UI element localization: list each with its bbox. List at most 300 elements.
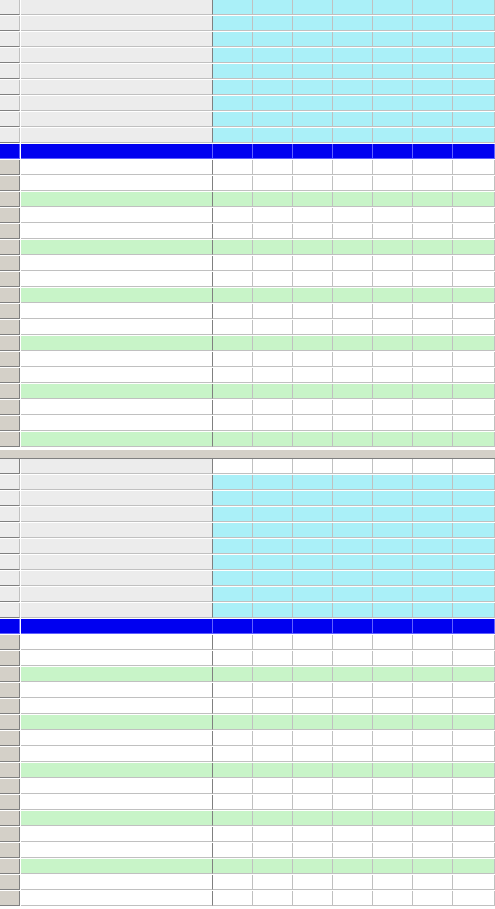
stop-name[interactable] bbox=[21, 368, 213, 383]
time-cell[interactable] bbox=[373, 288, 413, 303]
time-cell[interactable] bbox=[453, 715, 495, 730]
time-cell[interactable] bbox=[293, 475, 333, 490]
time-cell[interactable] bbox=[253, 400, 293, 415]
time-cell[interactable] bbox=[453, 32, 495, 47]
time-cell[interactable] bbox=[373, 587, 413, 602]
time-cell[interactable] bbox=[453, 336, 495, 351]
time-cell[interactable] bbox=[453, 320, 495, 335]
time-cell[interactable] bbox=[333, 288, 373, 303]
time-cell[interactable] bbox=[253, 128, 293, 143]
time-cell[interactable] bbox=[213, 16, 253, 31]
time-cell[interactable] bbox=[293, 715, 333, 730]
time-cell[interactable] bbox=[333, 432, 373, 447]
time-cell[interactable] bbox=[293, 400, 333, 415]
time-cell[interactable] bbox=[253, 779, 293, 794]
time-cell[interactable] bbox=[253, 240, 293, 255]
time-cell[interactable] bbox=[213, 160, 253, 175]
time-cell[interactable] bbox=[413, 715, 453, 730]
time-cell[interactable] bbox=[333, 64, 373, 79]
time-cell[interactable] bbox=[253, 747, 293, 762]
time-cell[interactable] bbox=[373, 475, 413, 490]
time-cell[interactable] bbox=[453, 0, 495, 15]
time-cell[interactable] bbox=[253, 384, 293, 399]
time-cell[interactable] bbox=[253, 667, 293, 682]
time-cell[interactable] bbox=[413, 96, 453, 111]
time-cell[interactable] bbox=[453, 432, 495, 447]
time-cell[interactable] bbox=[453, 491, 495, 506]
time-cell[interactable] bbox=[373, 571, 413, 586]
time-cell[interactable] bbox=[213, 635, 253, 650]
time-cell[interactable] bbox=[373, 336, 413, 351]
time-cell[interactable] bbox=[333, 779, 373, 794]
time-cell[interactable] bbox=[293, 128, 333, 143]
time-cell[interactable] bbox=[453, 48, 495, 63]
time-cell[interactable] bbox=[333, 795, 373, 810]
time-cell[interactable] bbox=[413, 384, 453, 399]
time-cell[interactable] bbox=[293, 48, 333, 63]
time-cell[interactable] bbox=[453, 747, 495, 762]
time-cell[interactable] bbox=[293, 747, 333, 762]
time-cell[interactable] bbox=[293, 96, 333, 111]
time-cell[interactable] bbox=[253, 635, 293, 650]
time-cell[interactable] bbox=[373, 96, 413, 111]
time-cell[interactable] bbox=[333, 827, 373, 842]
time-cell[interactable] bbox=[293, 523, 333, 538]
time-cell[interactable] bbox=[413, 240, 453, 255]
time-cell[interactable] bbox=[413, 491, 453, 506]
time-cell[interactable] bbox=[213, 523, 253, 538]
time-cell[interactable] bbox=[213, 875, 253, 890]
time-cell[interactable] bbox=[453, 384, 495, 399]
time-cell[interactable] bbox=[213, 208, 253, 223]
stop-name[interactable] bbox=[21, 683, 213, 698]
time-cell[interactable] bbox=[373, 368, 413, 383]
time-cell[interactable] bbox=[453, 64, 495, 79]
time-cell[interactable] bbox=[453, 859, 495, 874]
time-cell[interactable] bbox=[333, 272, 373, 287]
time-cell[interactable] bbox=[373, 192, 413, 207]
time-cell[interactable] bbox=[373, 352, 413, 367]
time-cell[interactable] bbox=[413, 571, 453, 586]
stop-name[interactable] bbox=[21, 715, 213, 730]
time-cell[interactable] bbox=[413, 603, 453, 618]
time-cell[interactable] bbox=[213, 48, 253, 63]
time-cell[interactable] bbox=[373, 160, 413, 175]
time-cell[interactable] bbox=[253, 795, 293, 810]
time-cell[interactable] bbox=[333, 491, 373, 506]
time-cell[interactable] bbox=[373, 507, 413, 522]
time-cell[interactable] bbox=[213, 779, 253, 794]
time-cell[interactable] bbox=[253, 80, 293, 95]
time-cell[interactable] bbox=[413, 112, 453, 127]
time-cell[interactable] bbox=[373, 400, 413, 415]
time-cell[interactable] bbox=[333, 240, 373, 255]
stop-name[interactable] bbox=[21, 843, 213, 858]
time-cell[interactable] bbox=[373, 795, 413, 810]
time-cell[interactable] bbox=[293, 811, 333, 826]
time-cell[interactable] bbox=[253, 336, 293, 351]
time-cell[interactable] bbox=[213, 827, 253, 842]
time-cell[interactable] bbox=[293, 64, 333, 79]
time-cell[interactable] bbox=[293, 368, 333, 383]
time-cell[interactable] bbox=[373, 16, 413, 31]
time-cell[interactable] bbox=[453, 635, 495, 650]
time-cell[interactable] bbox=[413, 16, 453, 31]
time-cell[interactable] bbox=[333, 32, 373, 47]
stop-name[interactable] bbox=[21, 224, 213, 239]
time-cell[interactable] bbox=[373, 539, 413, 554]
stop-name[interactable] bbox=[21, 859, 213, 874]
time-cell[interactable] bbox=[413, 875, 453, 890]
time-cell[interactable] bbox=[333, 128, 373, 143]
time-cell[interactable] bbox=[413, 651, 453, 666]
time-cell[interactable] bbox=[373, 555, 413, 570]
time-cell[interactable] bbox=[213, 667, 253, 682]
time-cell[interactable] bbox=[293, 160, 333, 175]
time-cell[interactable] bbox=[253, 112, 293, 127]
time-cell[interactable] bbox=[253, 763, 293, 778]
time-cell[interactable] bbox=[213, 96, 253, 111]
stop-name[interactable] bbox=[21, 400, 213, 415]
time-cell[interactable] bbox=[253, 160, 293, 175]
time-cell[interactable] bbox=[413, 891, 453, 906]
time-cell[interactable] bbox=[213, 715, 253, 730]
time-cell[interactable] bbox=[333, 699, 373, 714]
time-cell[interactable] bbox=[413, 256, 453, 271]
time-cell[interactable] bbox=[373, 747, 413, 762]
time-cell[interactable] bbox=[253, 555, 293, 570]
time-cell[interactable] bbox=[373, 304, 413, 319]
time-cell[interactable] bbox=[453, 827, 495, 842]
stop-name[interactable] bbox=[21, 779, 213, 794]
time-cell[interactable] bbox=[213, 859, 253, 874]
time-cell[interactable] bbox=[293, 795, 333, 810]
stop-name[interactable] bbox=[21, 416, 213, 431]
time-cell[interactable] bbox=[373, 176, 413, 191]
time-cell[interactable] bbox=[333, 875, 373, 890]
time-cell[interactable] bbox=[373, 859, 413, 874]
time-cell[interactable] bbox=[333, 891, 373, 906]
stop-name[interactable] bbox=[21, 811, 213, 826]
time-cell[interactable] bbox=[293, 603, 333, 618]
time-cell[interactable] bbox=[293, 539, 333, 554]
time-cell[interactable] bbox=[453, 763, 495, 778]
time-cell[interactable] bbox=[413, 416, 453, 431]
time-cell[interactable] bbox=[213, 603, 253, 618]
time-cell[interactable] bbox=[213, 507, 253, 522]
time-cell[interactable] bbox=[253, 843, 293, 858]
time-cell[interactable] bbox=[253, 891, 293, 906]
stop-name[interactable] bbox=[21, 192, 213, 207]
time-cell[interactable] bbox=[333, 96, 373, 111]
time-cell[interactable] bbox=[293, 16, 333, 31]
time-cell[interactable] bbox=[293, 843, 333, 858]
time-cell[interactable] bbox=[453, 619, 495, 634]
time-cell[interactable] bbox=[333, 368, 373, 383]
time-cell[interactable] bbox=[213, 843, 253, 858]
time-cell[interactable] bbox=[333, 683, 373, 698]
stop-name[interactable] bbox=[21, 432, 213, 447]
stop-name[interactable] bbox=[21, 747, 213, 762]
time-cell[interactable] bbox=[453, 208, 495, 223]
time-cell[interactable] bbox=[413, 843, 453, 858]
time-cell[interactable] bbox=[213, 651, 253, 666]
time-cell[interactable] bbox=[213, 176, 253, 191]
stop-name[interactable] bbox=[21, 384, 213, 399]
time-cell[interactable] bbox=[213, 336, 253, 351]
time-cell[interactable] bbox=[253, 491, 293, 506]
time-cell[interactable] bbox=[453, 256, 495, 271]
stop-name[interactable] bbox=[21, 272, 213, 287]
time-cell[interactable] bbox=[293, 0, 333, 15]
time-cell[interactable] bbox=[413, 192, 453, 207]
time-cell[interactable] bbox=[293, 336, 333, 351]
stop-name[interactable] bbox=[21, 763, 213, 778]
stop-name[interactable] bbox=[21, 827, 213, 842]
time-cell[interactable] bbox=[213, 80, 253, 95]
time-cell[interactable] bbox=[453, 368, 495, 383]
time-cell[interactable] bbox=[413, 208, 453, 223]
time-cell[interactable] bbox=[293, 416, 333, 431]
time-cell[interactable] bbox=[293, 80, 333, 95]
time-cell[interactable] bbox=[333, 507, 373, 522]
time-cell[interactable] bbox=[293, 192, 333, 207]
stop-name[interactable] bbox=[21, 651, 213, 666]
stop-name[interactable] bbox=[21, 731, 213, 746]
time-cell[interactable] bbox=[453, 571, 495, 586]
stop-name[interactable] bbox=[21, 352, 213, 367]
time-cell[interactable] bbox=[373, 635, 413, 650]
time-cell[interactable] bbox=[453, 352, 495, 367]
time-cell[interactable] bbox=[253, 571, 293, 586]
time-cell[interactable] bbox=[213, 555, 253, 570]
time-cell[interactable] bbox=[333, 112, 373, 127]
time-cell[interactable] bbox=[333, 843, 373, 858]
time-cell[interactable] bbox=[293, 176, 333, 191]
time-cell[interactable] bbox=[453, 128, 495, 143]
time-cell[interactable] bbox=[213, 368, 253, 383]
time-cell[interactable] bbox=[373, 523, 413, 538]
time-cell[interactable] bbox=[373, 651, 413, 666]
time-cell[interactable] bbox=[213, 587, 253, 602]
time-cell[interactable] bbox=[453, 683, 495, 698]
time-cell[interactable] bbox=[373, 763, 413, 778]
time-cell[interactable] bbox=[453, 400, 495, 415]
time-cell[interactable] bbox=[373, 272, 413, 287]
time-cell[interactable] bbox=[213, 699, 253, 714]
time-cell[interactable] bbox=[333, 859, 373, 874]
time-cell[interactable] bbox=[453, 507, 495, 522]
time-cell[interactable] bbox=[293, 827, 333, 842]
time-cell[interactable] bbox=[333, 144, 373, 159]
time-cell[interactable] bbox=[413, 368, 453, 383]
time-cell[interactable] bbox=[373, 240, 413, 255]
time-cell[interactable] bbox=[373, 715, 413, 730]
time-cell[interactable] bbox=[293, 731, 333, 746]
time-cell[interactable] bbox=[373, 208, 413, 223]
time-cell[interactable] bbox=[213, 144, 253, 159]
time-cell[interactable] bbox=[453, 272, 495, 287]
time-cell[interactable] bbox=[413, 811, 453, 826]
time-cell[interactable] bbox=[253, 64, 293, 79]
stop-name[interactable] bbox=[21, 288, 213, 303]
time-cell[interactable] bbox=[373, 683, 413, 698]
time-cell[interactable] bbox=[333, 747, 373, 762]
time-cell[interactable] bbox=[253, 48, 293, 63]
time-cell[interactable] bbox=[213, 112, 253, 127]
time-cell[interactable] bbox=[253, 224, 293, 239]
time-cell[interactable] bbox=[413, 619, 453, 634]
time-cell[interactable] bbox=[413, 779, 453, 794]
time-cell[interactable] bbox=[253, 523, 293, 538]
time-cell[interactable] bbox=[453, 555, 495, 570]
time-cell[interactable] bbox=[413, 859, 453, 874]
time-cell[interactable] bbox=[373, 875, 413, 890]
time-cell[interactable] bbox=[333, 176, 373, 191]
time-cell[interactable] bbox=[293, 891, 333, 906]
time-cell[interactable] bbox=[253, 619, 293, 634]
stop-name[interactable] bbox=[21, 208, 213, 223]
time-cell[interactable] bbox=[293, 875, 333, 890]
time-cell[interactable] bbox=[213, 795, 253, 810]
time-cell[interactable] bbox=[413, 304, 453, 319]
time-cell[interactable] bbox=[413, 352, 453, 367]
time-cell[interactable] bbox=[373, 384, 413, 399]
time-cell[interactable] bbox=[373, 731, 413, 746]
time-cell[interactable] bbox=[213, 763, 253, 778]
time-cell[interactable] bbox=[253, 192, 293, 207]
time-cell[interactable] bbox=[213, 0, 253, 15]
time-cell[interactable] bbox=[333, 320, 373, 335]
time-cell[interactable] bbox=[333, 256, 373, 271]
time-cell[interactable] bbox=[213, 683, 253, 698]
time-cell[interactable] bbox=[213, 400, 253, 415]
time-cell[interactable] bbox=[453, 160, 495, 175]
time-cell[interactable] bbox=[453, 731, 495, 746]
time-cell[interactable] bbox=[213, 288, 253, 303]
time-cell[interactable] bbox=[453, 875, 495, 890]
time-cell[interactable] bbox=[413, 731, 453, 746]
time-cell[interactable] bbox=[333, 555, 373, 570]
time-cell[interactable] bbox=[373, 779, 413, 794]
time-cell[interactable] bbox=[373, 144, 413, 159]
time-cell[interactable] bbox=[373, 491, 413, 506]
time-cell[interactable] bbox=[453, 539, 495, 554]
time-cell[interactable] bbox=[253, 176, 293, 191]
time-cell[interactable] bbox=[333, 208, 373, 223]
time-cell[interactable] bbox=[253, 475, 293, 490]
time-cell[interactable] bbox=[293, 763, 333, 778]
time-cell[interactable] bbox=[413, 32, 453, 47]
stop-name[interactable] bbox=[21, 256, 213, 271]
time-cell[interactable] bbox=[333, 304, 373, 319]
time-cell[interactable] bbox=[293, 32, 333, 47]
time-cell[interactable] bbox=[253, 320, 293, 335]
time-cell[interactable] bbox=[253, 507, 293, 522]
time-cell[interactable] bbox=[293, 208, 333, 223]
time-cell[interactable] bbox=[293, 256, 333, 271]
time-cell[interactable] bbox=[413, 699, 453, 714]
time-cell[interactable] bbox=[413, 507, 453, 522]
time-cell[interactable] bbox=[213, 128, 253, 143]
time-cell[interactable] bbox=[373, 64, 413, 79]
time-cell[interactable] bbox=[413, 400, 453, 415]
time-cell[interactable] bbox=[453, 475, 495, 490]
time-cell[interactable] bbox=[373, 843, 413, 858]
time-cell[interactable] bbox=[213, 747, 253, 762]
time-cell[interactable] bbox=[293, 555, 333, 570]
time-cell[interactable] bbox=[213, 475, 253, 490]
time-cell[interactable] bbox=[253, 144, 293, 159]
time-cell[interactable] bbox=[453, 587, 495, 602]
time-cell[interactable] bbox=[453, 192, 495, 207]
time-cell[interactable] bbox=[293, 272, 333, 287]
time-cell[interactable] bbox=[453, 891, 495, 906]
time-cell[interactable] bbox=[373, 699, 413, 714]
time-cell[interactable] bbox=[293, 352, 333, 367]
time-cell[interactable] bbox=[373, 224, 413, 239]
time-cell[interactable] bbox=[413, 128, 453, 143]
time-cell[interactable] bbox=[253, 96, 293, 111]
time-cell[interactable] bbox=[333, 224, 373, 239]
time-cell[interactable] bbox=[333, 667, 373, 682]
time-cell[interactable] bbox=[453, 811, 495, 826]
time-cell[interactable] bbox=[333, 160, 373, 175]
time-cell[interactable] bbox=[253, 0, 293, 15]
time-cell[interactable] bbox=[253, 715, 293, 730]
time-cell[interactable] bbox=[333, 651, 373, 666]
time-cell[interactable] bbox=[213, 272, 253, 287]
time-cell[interactable] bbox=[213, 432, 253, 447]
time-cell[interactable] bbox=[413, 176, 453, 191]
time-cell[interactable] bbox=[213, 491, 253, 506]
time-cell[interactable] bbox=[333, 336, 373, 351]
time-cell[interactable] bbox=[333, 635, 373, 650]
time-cell[interactable] bbox=[213, 320, 253, 335]
time-cell[interactable] bbox=[253, 811, 293, 826]
time-cell[interactable] bbox=[413, 432, 453, 447]
time-cell[interactable] bbox=[293, 779, 333, 794]
time-cell[interactable] bbox=[413, 48, 453, 63]
time-cell[interactable] bbox=[373, 48, 413, 63]
time-cell[interactable] bbox=[453, 523, 495, 538]
time-cell[interactable] bbox=[293, 112, 333, 127]
time-cell[interactable] bbox=[373, 667, 413, 682]
time-cell[interactable] bbox=[413, 224, 453, 239]
time-cell[interactable] bbox=[453, 667, 495, 682]
time-cell[interactable] bbox=[213, 619, 253, 634]
time-cell[interactable] bbox=[253, 352, 293, 367]
time-cell[interactable] bbox=[413, 288, 453, 303]
time-cell[interactable] bbox=[373, 619, 413, 634]
stop-name[interactable] bbox=[21, 160, 213, 175]
time-cell[interactable] bbox=[333, 384, 373, 399]
time-cell[interactable] bbox=[253, 272, 293, 287]
time-cell[interactable] bbox=[413, 539, 453, 554]
time-cell[interactable] bbox=[413, 0, 453, 15]
time-cell[interactable] bbox=[333, 400, 373, 415]
time-cell[interactable] bbox=[333, 763, 373, 778]
time-cell[interactable] bbox=[333, 715, 373, 730]
time-cell[interactable] bbox=[373, 891, 413, 906]
time-cell[interactable] bbox=[293, 571, 333, 586]
time-cell[interactable] bbox=[333, 571, 373, 586]
time-cell[interactable] bbox=[373, 128, 413, 143]
time-cell[interactable] bbox=[253, 256, 293, 271]
stop-name[interactable] bbox=[21, 336, 213, 351]
time-cell[interactable] bbox=[453, 603, 495, 618]
time-cell[interactable] bbox=[373, 256, 413, 271]
